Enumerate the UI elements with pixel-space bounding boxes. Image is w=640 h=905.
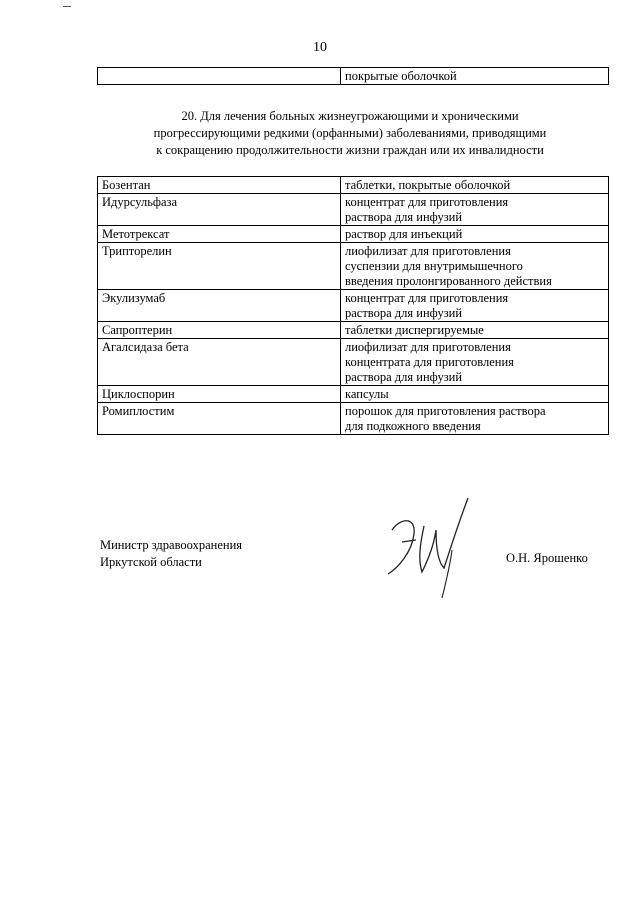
table-row	[98, 177, 609, 194]
dosage-form-line: концентрата для приготовления	[345, 355, 514, 369]
drug-name-cell: Ромиплостим	[98, 403, 341, 435]
dosage-form-line: концентрат для приготовления	[345, 195, 509, 209]
dosage-form-cell: покрытые оболочкой	[341, 68, 609, 85]
dosage-form-line: суспензии для внутримышечного	[345, 259, 523, 273]
continuation-table	[97, 67, 609, 85]
dosage-form-cell	[341, 226, 609, 243]
dosage-form-line: для подкожного введения	[345, 419, 481, 433]
drug-name-cell: Идурсульфаза	[98, 194, 341, 226]
drug-name-cell: Агалсидаза бета	[98, 339, 341, 386]
dosage-form-line: раствора для инфузий	[345, 306, 463, 320]
position-line: Министр здравоохранения	[100, 538, 243, 552]
dosage-form-line: таблетки, покрытые оболочкой	[345, 178, 511, 192]
table-row	[98, 226, 609, 243]
position-line: Иркутской области	[100, 555, 202, 569]
signatory-name: О.Н. Ярошенко	[506, 551, 588, 565]
drug-name-cell	[98, 68, 341, 85]
table-row	[98, 243, 609, 290]
dosage-form-line: капсулы	[345, 387, 389, 401]
heading-line: прогрессирующими редкими (орфанными) заболеваниями, приводящими	[153, 126, 547, 140]
drug-name-cell: Сапроптерин	[98, 322, 341, 339]
page-number: 10	[313, 40, 327, 55]
table-row	[98, 339, 609, 386]
signatory-position	[100, 537, 242, 571]
table-row	[98, 194, 609, 226]
dosage-form-line: раствора для инфузий	[345, 370, 463, 384]
dosage-form-line: лиофилизат для приготовления	[345, 244, 511, 258]
dosage-form-cell	[341, 339, 609, 386]
dosage-form-cell	[341, 386, 609, 403]
table-row	[98, 290, 609, 322]
dosage-form-line: лиофилизат для приготовления	[345, 340, 511, 354]
table-row	[98, 403, 609, 435]
dosage-form-cell	[341, 177, 609, 194]
section-heading	[100, 108, 600, 159]
drug-name-cell: Экулизумаб	[98, 290, 341, 322]
dosage-form-cell	[341, 403, 609, 435]
dosage-form-cell	[341, 243, 609, 290]
dosage-form-cell	[341, 322, 609, 339]
dosage-form-cell	[341, 194, 609, 226]
table-row	[98, 322, 609, 339]
heading-line: к сокращению продолжительности жизни граждан или их инвалидности	[156, 143, 544, 157]
dosage-form-cell	[341, 290, 609, 322]
dosage-form-line: порошок для приготовления раствора	[345, 404, 546, 418]
drug-name-cell: Бозентан	[98, 177, 341, 194]
dosage-form-line: таблетки диспергируемые	[345, 323, 484, 337]
dosage-form-line: концентрат для приготовления	[345, 291, 509, 305]
drug-name-cell: Циклоспорин	[98, 386, 341, 403]
drug-table	[97, 176, 609, 435]
table-row	[98, 386, 609, 403]
heading-line: 20. Для лечения больных жизнеугрожающими и хроническими	[181, 109, 519, 123]
drug-name-cell: Метотрексат	[98, 226, 341, 243]
table-row	[98, 68, 609, 85]
handwritten-signature	[380, 490, 490, 600]
dosage-form-line: раствора для инфузий	[345, 210, 463, 224]
dosage-form-line: раствор для инъекций	[345, 227, 463, 241]
scan-mark	[63, 6, 71, 7]
drug-name-cell: Трипторелин	[98, 243, 341, 290]
dosage-form-line: введения пролонгированного действия	[345, 274, 552, 288]
